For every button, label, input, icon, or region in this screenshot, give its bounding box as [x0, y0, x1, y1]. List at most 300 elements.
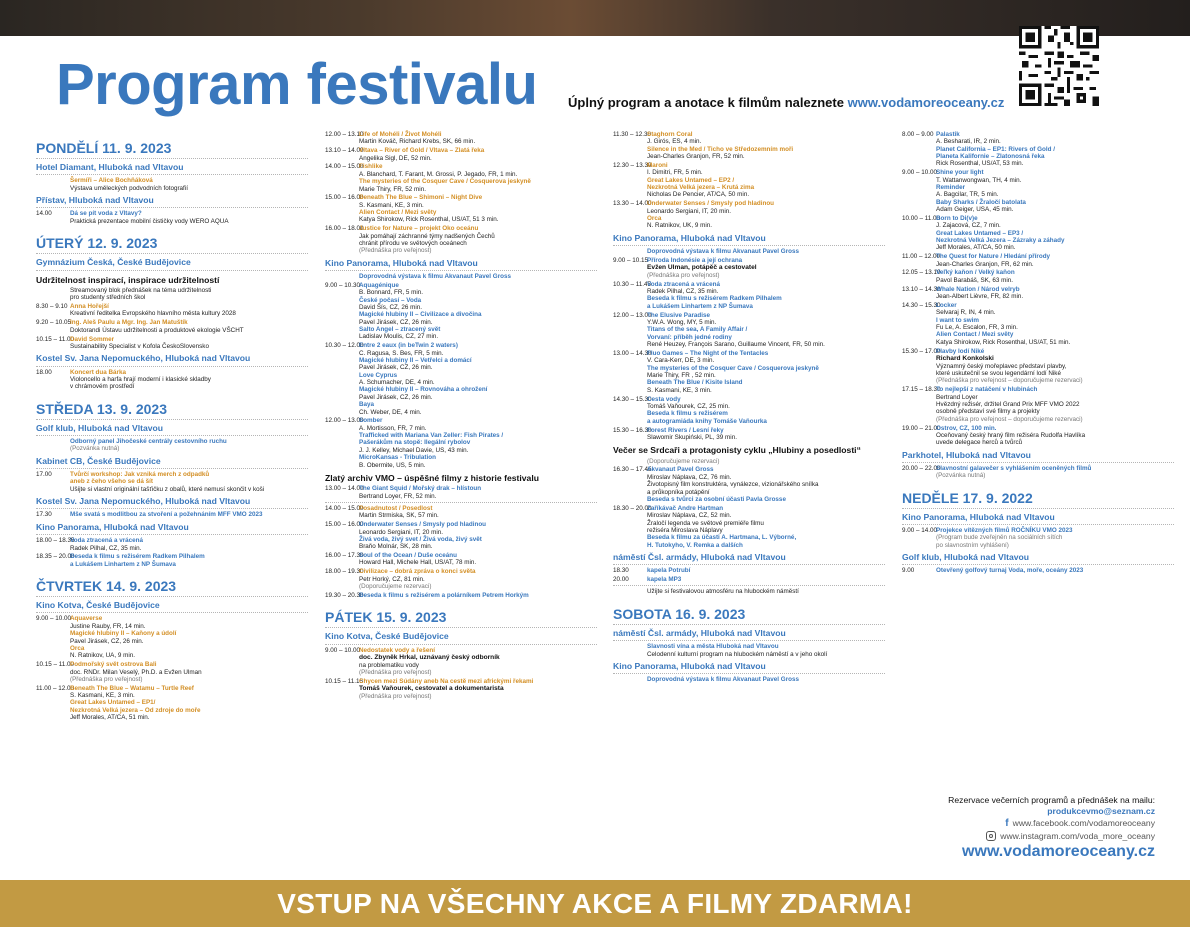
event-text: Pavel Jirásek, CZ, 26 min. [359, 318, 433, 326]
program-item [325, 592, 597, 599]
event-time: 18.30 [613, 567, 629, 575]
instagram-link[interactable]: www.instagram.com/voda_more_oceany [1000, 830, 1155, 841]
event-time: 17.00 [36, 471, 52, 479]
event-title-link[interactable]: To nejlepší z natáčení v hlubinách [936, 386, 1038, 394]
facebook-link[interactable]: www.facebook.com/vodamoreoceany [1012, 818, 1155, 829]
event-details [936, 386, 1174, 423]
event-text: I. Dimitri, FR, 5 min. [647, 169, 703, 177]
event-details [647, 312, 885, 349]
event-details [647, 257, 885, 279]
event-time: 12.00 – 13.10 [325, 131, 364, 138]
venue-heading: Kino Panorama, Hluboká nad Vltavou [613, 232, 766, 243]
event-title-link[interactable]: Cesta vody [647, 395, 681, 403]
event-title-link[interactable]: Life of Mohéli / Život Mohéli [359, 131, 442, 138]
event-text: J. Zajacová, CZ, 7 min. [936, 222, 1001, 230]
header-photo-strip [0, 0, 1190, 36]
event-title-link[interactable]: Tvůrčí workshop: Jak vzniká merch z odpadků [70, 471, 210, 479]
program-item [36, 685, 308, 722]
event-title-link[interactable]: Veľký kaňon / Velký kaňon [936, 269, 1015, 277]
event-title-link[interactable]: Nedostatek vody a řešení [359, 646, 435, 654]
email-link[interactable]: produkcevmo@seznam.cz [1047, 806, 1155, 817]
program-item [902, 425, 1174, 447]
event-time: 10.15 – 11.15 [325, 677, 364, 685]
event-details [70, 471, 308, 493]
program-item [36, 661, 308, 683]
event-title-link[interactable]: Slavnosti vína a města Hluboká nad Vltavou [647, 643, 779, 651]
event-title-link[interactable]: Posadnutost / Posedlost [359, 504, 433, 512]
instagram-row[interactable] [905, 830, 1155, 842]
venue-heading: Kabinet CB, České Budějovice [36, 455, 161, 466]
event-text: Užijte si festivalovou atmosféru na hlubockém náměstí [647, 588, 799, 596]
event-title-link[interactable]: Nezkrotná Velká Jezera – Zázraky a záhady [936, 237, 1065, 245]
event-title-link[interactable]: Locker [936, 301, 957, 309]
event-details [936, 567, 1174, 574]
qr-code-icon[interactable] [1019, 26, 1099, 106]
divider [613, 245, 885, 246]
event-title-link[interactable]: Staghorn Coral [647, 131, 693, 138]
event-time: 18.35 – 20.00 [36, 553, 75, 561]
event-details [359, 273, 597, 280]
event-note: (Pozvánka nutná) [70, 445, 120, 453]
event-details [647, 248, 885, 255]
event-details [647, 676, 885, 683]
event-time: 15.00 – 16.00 [325, 521, 364, 529]
event-title-link[interactable]: Otevřený golfový turnaj Voda, moře, oceány 2023 [936, 567, 1084, 575]
program-item [36, 210, 308, 225]
event-time: 19.30 – 20.30 [325, 591, 364, 599]
facebook-row[interactable] [905, 817, 1155, 829]
program-item [613, 248, 885, 255]
divider [36, 612, 308, 613]
program-item [613, 312, 885, 349]
program-item [902, 302, 1174, 346]
event-title-link[interactable]: a Lukášem Linhartem z NP Šumava [70, 560, 176, 568]
event-title-link[interactable]: a autogramiáda knihy Tomáše Vaňourka [647, 417, 767, 425]
event-text: Pavol Barabáš, SK, 63 min. [936, 276, 1014, 284]
event-title-link[interactable]: Akvanaut Pavel Gross [647, 466, 714, 474]
event-details [70, 685, 308, 722]
event-text: Jeff Morales, AT/CA, 50 min. [936, 244, 1016, 252]
event-text: Doktorandi Ústavu udržitelnosti a produktové ekologie VŠCHT [70, 326, 244, 334]
event-time: 10.00 – 11.00 [902, 214, 941, 222]
event-time: 11.00 – 12.00 [36, 684, 75, 692]
event-details [936, 269, 1174, 284]
event-details [359, 647, 597, 677]
event-title-link[interactable]: Somber [359, 417, 383, 425]
event-text: Výstava uměleckých podvodních fotografií [70, 184, 188, 192]
event-time: 15.00 – 16.00 [325, 194, 364, 202]
program-item [325, 147, 597, 162]
event-title-link[interactable]: Magické hlubiny II – Civilizace a divočina [359, 311, 482, 319]
event-details [647, 643, 885, 658]
event-time: 9.00 – 14.00 [902, 527, 938, 535]
event-time: 14.00 [36, 210, 52, 218]
event-details [70, 537, 308, 552]
event-text: Bertrand Loyer [936, 393, 978, 401]
event-time: 14.30 – 15.30 [902, 301, 941, 309]
divider [325, 270, 597, 271]
event-title-link[interactable]: Forest Rivers / Lesní řeky [647, 426, 724, 434]
event-text: Bertrand Loyer, FR, 52 min. [359, 492, 437, 500]
event-title-link[interactable]: Ostrov, CZ, 100 min. [936, 424, 997, 432]
venue-heading: Kino Panorama, Hluboká nad Vltavou [325, 257, 478, 268]
event-title-link[interactable]: Voda ztracená a vrácená [70, 537, 144, 545]
event-text: Jean-Charles Granjon, FR, 52 min. [647, 153, 745, 161]
event-text: Streamovaný blok přednášek na téma udržitelnosti [70, 286, 212, 294]
section-heading: Zlatý archiv VMO – úspěšné filmy z historie festivalu [325, 472, 539, 483]
event-title-link[interactable]: Vltava – River of Gold / Vltava – Zlatá řeka [359, 147, 485, 155]
event-title-link[interactable]: Beseda s tvůrci za osobní účasti Pavla Grosse [647, 495, 786, 503]
venue-heading: Gymnázium Česká, České Budějovice [36, 257, 191, 268]
event-text: Radek Pilhal, CZ, 35 min. [70, 544, 142, 552]
event-details [359, 417, 597, 469]
event-title-link[interactable]: Palastik [936, 131, 960, 138]
contact-block [905, 795, 1155, 863]
event-title-link[interactable]: Aquagénique [359, 281, 399, 289]
event-title-link[interactable]: Beneath The Blue – Shimoni – Night Dive [359, 194, 483, 202]
event-text: Tomáš Vaňourek, CZ, 25 min. [647, 403, 730, 411]
event-title-link[interactable]: České počasí – Voda [359, 296, 422, 304]
event-title-link[interactable]: kapela Potrubí [647, 567, 691, 575]
program-item [902, 465, 1174, 480]
venue-heading: Kostel Sv. Jana Nepomuckého, Hluboká nad Vltavou [36, 353, 251, 364]
event-details [647, 350, 885, 394]
program-item [36, 511, 308, 518]
event-title-link[interactable]: Entre 2 eaux (in beTwin 2 waters) [359, 342, 458, 350]
event-title-link[interactable]: Doprovodná výstava k filmu Akvanaut Pavel Gross [647, 247, 799, 255]
event-time: 12.00 – 13.00 [613, 311, 652, 319]
event-title-link[interactable]: Aquaverse [70, 615, 103, 623]
event-title-link[interactable]: Alien Contact / Mezi světy [936, 331, 1014, 339]
event-title-link[interactable]: Anna Hořejší [70, 303, 109, 311]
event-note: (Přednáška pro veřejnost – doporučujeme rezervaci) [936, 415, 1083, 423]
event-time: 10.15 – 11.00 [36, 335, 75, 343]
event-title-link[interactable]: Great Lakes Untamed – EP1/ [70, 699, 156, 707]
event-time: 18.00 – 18.35 [36, 537, 75, 545]
event-title-link[interactable]: Fluo Games – The Night of the Tentacles [647, 350, 769, 357]
event-title-link[interactable]: Magické hlubiny II – Rovnováha a ohrožení [359, 386, 488, 394]
event-title-link[interactable]: Beneath The Blue – Watamu – Turtle Reef [70, 684, 194, 692]
event-title-link[interactable]: The mysteries of the Cosquer Cave / Cosquerova jeskyně [359, 178, 531, 186]
event-details [647, 427, 885, 442]
instagram-icon [986, 831, 996, 841]
divider [36, 174, 308, 175]
event-title-link[interactable]: Fishlike [359, 163, 383, 171]
free-entry-banner: VSTUP NA VŠECHNY AKCE A FILMY ZDARMA! [0, 880, 1190, 927]
event-text: V. Cara-Kerr, DE, 3 min. [647, 357, 715, 365]
event-details [70, 369, 308, 391]
event-title-link[interactable]: I want to swim [936, 316, 980, 324]
event-text: Leonardo Sergiani, IT, 20 min. [647, 207, 732, 215]
event-title-link[interactable]: aneb z čeho všeho se dá šít [70, 478, 153, 486]
divider [36, 419, 308, 420]
event-title-link[interactable]: MicroKansas - Tribulation [359, 454, 436, 462]
event-text: Hvězdný režisér, držitel Grand Prix MFF VMO 2022 [936, 400, 1080, 408]
day-heading: ČTVRTEK 14. 9. 2023 [36, 578, 177, 595]
event-text: Životopisný film konstruktéra, vynálezce, vizionářského snílka [647, 481, 819, 489]
event-title-link[interactable]: Civilizace – dobrá zpráva o konci světa [359, 568, 476, 576]
tagline-url-link[interactable]: www.vodamoreoceany.cz [847, 95, 1005, 110]
event-title-link[interactable]: Živá voda, živý svet / Živá voda, živý svět [359, 535, 482, 543]
event-title-link[interactable]: The mysteries of the Cosquer Cave / Cosquerova jeskyně [647, 364, 819, 372]
event-title-link[interactable]: Dá se pít voda z Vltavy? [70, 210, 142, 218]
event-title-link[interactable]: Magické hlubiny II – Kaňony a údolí [70, 630, 177, 638]
event-details [70, 438, 308, 453]
tagline-text: Úplný program a anotace k filmům naleznete [568, 95, 844, 110]
event-title-link[interactable]: Beseda k filmu s režisérem a polárníkem Petrem Horkým [359, 591, 529, 599]
event-text: N. Ratnikov, UA, 9 min. [70, 652, 135, 660]
event-text: Kreativní ředitelka Evropského hlavního města kultury 2028 [70, 310, 236, 318]
event-title-link[interactable]: Justice for Nature – projekt Oko oceánu [359, 225, 479, 233]
program-item [325, 552, 597, 567]
divider [36, 366, 308, 367]
event-details [647, 162, 885, 199]
program-item [613, 257, 885, 279]
event-note: (Program bude zveřejněn na sociálních sítích [936, 534, 1063, 542]
divider [613, 673, 885, 674]
program-item [613, 576, 885, 583]
event-details [647, 567, 885, 574]
event-title-link[interactable]: Šermíři – Alice Bochňáková [70, 177, 153, 185]
event-time [325, 273, 359, 280]
venue-heading: Golf klub, Hluboká nad Vltavou [36, 422, 164, 433]
event-text: Martin Kováč, Richard Krebs, SK, 66 min. [359, 138, 476, 146]
event-details [936, 131, 1174, 168]
event-text: osobně představí své filmy a projekty [936, 408, 1040, 416]
event-title-link[interactable]: Baya [359, 401, 375, 409]
divider [325, 644, 597, 645]
event-title-link[interactable]: Planet California – EP1: Rivers of Gold / [936, 145, 1055, 153]
event-title-link[interactable]: Beseda k filmu za účasti A. Hartmana, L. Výborné, [647, 534, 797, 542]
program-item [902, 169, 1174, 213]
event-text: režiséra Miroslava Náplavy [647, 526, 723, 534]
event-title-link[interactable]: Odborný panel Jihočeské centrály cestovního ruchu [70, 438, 227, 446]
program-item [902, 131, 1174, 168]
event-title-link[interactable]: Projekce vítězných filmů ROČNÍKU VMO 2023 [936, 527, 1073, 535]
event-title-link[interactable]: Whale Nation / Národ velryb [936, 285, 1020, 293]
event-title-link[interactable]: Doprovodná výstava k filmu Akvanaut Pavel Gross [647, 676, 799, 684]
event-title-link[interactable]: Silence in the Med / Ticho ve Středozemním moři [647, 145, 794, 153]
event-title-link[interactable]: kapela MP3 [647, 576, 682, 584]
program-item [325, 505, 597, 520]
event-time: 9.20 – 10.05 [36, 319, 72, 327]
event-time: 17.15 – 18.30 [902, 386, 941, 394]
event-title-link[interactable]: Beseda k filmu s režisérem [647, 410, 728, 418]
event-text: Violoncello a harfa hrají moderní i klasické skladby [70, 375, 211, 383]
divider [613, 585, 885, 586]
event-time: 10.30 – 12.00 [325, 342, 364, 350]
event-text: Slawomir Skupiński, PL, 39 min. [647, 433, 737, 441]
event-title-link[interactable]: The Elusive Paradise [647, 311, 710, 319]
divider [36, 207, 308, 208]
event-text: Praktická prezentace mobilní čističky vody WERO AQUA [70, 217, 229, 225]
event-title-link[interactable]: Ing. Aleš Paulu a Mgr. Ing. Jan Matuštík [70, 319, 188, 327]
event-title-link[interactable]: Chycen mezi Súdány aneb Na cestě mezi africkými řekami [359, 677, 534, 685]
event-time: 12.05 – 13.10 [902, 269, 941, 277]
event-text: C. Ragusa, S. Bes, FR, 5 min. [359, 349, 444, 357]
program-item [36, 369, 308, 391]
website-link[interactable]: www.vodamoreoceany.cz [962, 843, 1155, 861]
event-details [70, 661, 308, 683]
program-item [36, 319, 308, 334]
divider [325, 627, 597, 628]
event-details [936, 425, 1174, 447]
divider [36, 253, 308, 254]
event-text: Žraločí legenda ve světové premiéře filmu [647, 519, 764, 527]
divider [902, 524, 1174, 525]
event-details [936, 169, 1174, 213]
day-heading: PÁTEK 15. 9. 2023 [325, 609, 447, 626]
event-time [613, 458, 647, 465]
program-item [325, 568, 597, 590]
event-time: 9.00 [902, 567, 915, 575]
divider [902, 462, 1174, 463]
event-text: Pavel Jirásek, CZ, 26 min. [70, 637, 144, 645]
event-note: (Pozvánka nutná) [936, 472, 986, 480]
event-time: 13.30 – 14.00 [613, 200, 652, 208]
venue-heading: Kino Kotva, České Budějovice [36, 600, 160, 611]
event-details [359, 282, 597, 341]
section-heading: Večer se Srdcaři a protagonisty cyklu „Hlubiny a posedlosti“ [613, 445, 861, 456]
event-time: 11.00 – 12.00 [902, 253, 941, 261]
event-title-link[interactable]: Mše svatá s modlitbou za stvoření a požehnáním MFF VMO 2023 [70, 511, 263, 519]
event-details [70, 319, 308, 334]
event-title-link[interactable]: Magické hlubiny II – Vetřelci a domácí [359, 357, 472, 365]
event-title-link[interactable]: Baby Sharks / Žraločí batolata [936, 198, 1026, 206]
event-title-link[interactable]: The Quest for Nature / Hledání přírody [936, 253, 1051, 261]
event-time: 14.00 – 15.00 [325, 163, 364, 171]
event-title-link[interactable]: Underwater Senses / Smysly pod hladinou [359, 521, 487, 529]
day-heading: ÚTERÝ 12. 9. 2023 [36, 235, 158, 252]
event-title-link[interactable]: Trafficked with Mariana Van Zeller: Fish Pirates / [359, 432, 504, 440]
divider [613, 624, 885, 625]
event-title-link[interactable]: Zaříkávač Andre Hartman [647, 504, 724, 512]
event-title-link[interactable]: Koncert dua Bárka [70, 368, 126, 376]
event-title-link[interactable]: Voda ztracená a vrácená [647, 280, 721, 288]
program-item [325, 678, 597, 700]
event-details [359, 131, 597, 146]
program-item [902, 348, 1174, 385]
event-title-link[interactable]: Beseda k filmu s režisérem Radkem Pilhalem [70, 553, 205, 561]
page-title: Program festivalu [56, 52, 538, 117]
event-title-link[interactable]: Reminder [936, 184, 966, 192]
event-text: Pavel Jirásek, CZ, 26 min. [359, 393, 433, 401]
event-details [359, 678, 597, 700]
event-title-link[interactable]: H. Tutokyho, V. Remka a dalších [647, 541, 743, 549]
event-text: S. Kasmani, KE, 3 min. [359, 201, 424, 209]
event-title-link[interactable]: Born to Di(v)e [936, 214, 978, 222]
event-title-link[interactable]: Soul of the Ocean / Duše oceánu [359, 552, 457, 560]
divider [36, 596, 308, 597]
event-speaker: Tomáš Vaňourek, cestovatel a dokumentarista [359, 685, 504, 693]
event-text: Leonardo Sergiani, IT, 20 min. [359, 528, 444, 536]
event-title-link[interactable]: Shine your light [936, 169, 984, 177]
program-item [36, 438, 308, 453]
event-time: 19.00 – 21.00 [902, 424, 941, 432]
event-title-link[interactable]: David Sommer [70, 335, 115, 343]
event-time: 8.00 – 9.00 [902, 131, 934, 138]
event-title-link[interactable]: Salto Angel – ztracený svět [359, 326, 441, 334]
event-title-link[interactable]: Nezkrotná Velká jezera – Krutá zima [647, 184, 755, 192]
event-title-link[interactable]: The Giant Squid / Mořský drak – hlístoun [359, 485, 482, 493]
program-item [325, 417, 597, 469]
program-item [36, 615, 308, 659]
event-time: 20.00 [613, 576, 629, 584]
event-title-link[interactable]: Podmořský svět ostrova Bali [70, 661, 157, 669]
event-time: 16.30 – 17.45 [613, 466, 652, 474]
event-time: 12.00 – 13.00 [325, 417, 364, 425]
program-item [613, 466, 885, 503]
event-title-link[interactable]: a Lukášem Linhartem z NP Šumava [647, 302, 753, 310]
event-title-link[interactable]: Maroni [647, 161, 668, 169]
event-text: které uskutečnil se svou legendární lodí Niké [936, 369, 1061, 377]
event-title-link[interactable]: Beneath The Blue / Kisite Island [647, 379, 743, 387]
event-details [936, 465, 1174, 480]
event-title-link[interactable]: Vorvaní: příběh jedné rodiny [647, 333, 732, 341]
program-item [613, 350, 885, 394]
event-text: A. Besharati, IR, 2 min. [936, 138, 1001, 146]
event-text: A. Mortisson, FR, 7 min. [359, 424, 427, 432]
event-title-link[interactable]: Orca [70, 644, 85, 652]
event-text: A. Schumacher, DE, 4 min. [359, 379, 435, 387]
program-item [325, 282, 597, 341]
divider [613, 564, 885, 565]
day-heading: SOBOTA 16. 9. 2023 [613, 605, 746, 622]
event-title-link[interactable]: Great Lakes Untamed – EP2 / [647, 176, 735, 184]
event-title-link[interactable]: Doprovodná výstava k filmu Akvanaut Pavel Gross [359, 273, 511, 281]
event-details [936, 286, 1174, 301]
event-time: 14.30 – 15.30 [613, 395, 652, 403]
divider [36, 158, 308, 159]
program-item [902, 286, 1174, 301]
event-title-link[interactable]: Great Lakes Untamed – EP3 / [936, 229, 1024, 237]
event-title-link[interactable]: Orca [647, 214, 662, 222]
tagline [568, 95, 1004, 110]
event-title-link[interactable]: Titans of the sea, A Family Affair / [647, 326, 748, 334]
event-title-link[interactable]: Pašerákům na stopě: Ilegální rybolov [359, 439, 471, 447]
event-title-link[interactable]: Planeta Kalifornie – Zlatonosná řeka [936, 153, 1045, 161]
event-time: 16.00 – 18.00 [325, 225, 364, 233]
program-item [325, 342, 597, 416]
event-text: Angelika Sigl, DE, 52 min. [359, 154, 432, 162]
program-item [613, 676, 885, 683]
day-heading: NEDĚLE 17. 9. 2022 [902, 489, 1033, 506]
event-title-link[interactable]: Beseda k filmu s režisérem Radkem Pilhalem [647, 295, 782, 303]
event-text: Marie Thiry, FR, 52 min. [359, 185, 426, 193]
event-title-link[interactable]: Underwater Senses / Smysly pod hladinou [647, 200, 775, 208]
event-text: S. Kasmani, KE, 3 min. [70, 692, 135, 700]
event-title-link[interactable]: Nezkrotná Velká jezera – Od zdroje do moře [70, 706, 201, 714]
event-time: 11.30 – 12.30 [613, 131, 652, 138]
event-text: na problematiku vody [359, 661, 419, 669]
program-item [325, 521, 597, 550]
event-note: (Přednáška pro veřejnost) [359, 669, 432, 677]
event-title-link[interactable]: Příroda Indonésie a její ochrana [647, 256, 743, 264]
divider [325, 502, 597, 503]
facebook-icon: f [1005, 817, 1009, 829]
event-text: Sustainability Specialist v Kofola ČeskoSlovensko [70, 342, 209, 350]
venue-heading: Kino Panorama, Hluboká nad Vltavou [36, 521, 189, 532]
event-details [359, 194, 597, 223]
event-title-link[interactable]: Alien Contact / Mezi světy [359, 209, 437, 217]
event-time: 15.30 – 17.00 [902, 347, 941, 355]
event-title-link[interactable]: Plavby lodí Niké [936, 347, 985, 355]
event-title-link[interactable]: Slavnostní galavečer s vyhlášením oceněných filmů [936, 464, 1092, 472]
event-details [70, 177, 308, 192]
event-title-link[interactable]: Love Cyprus [359, 371, 398, 379]
event-text: Miroslav Náplava, CZ, 52 min. [647, 512, 732, 520]
venue-heading: Kostel Sv. Jana Nepomuckého, Hluboká nad Vltavou [36, 496, 251, 507]
